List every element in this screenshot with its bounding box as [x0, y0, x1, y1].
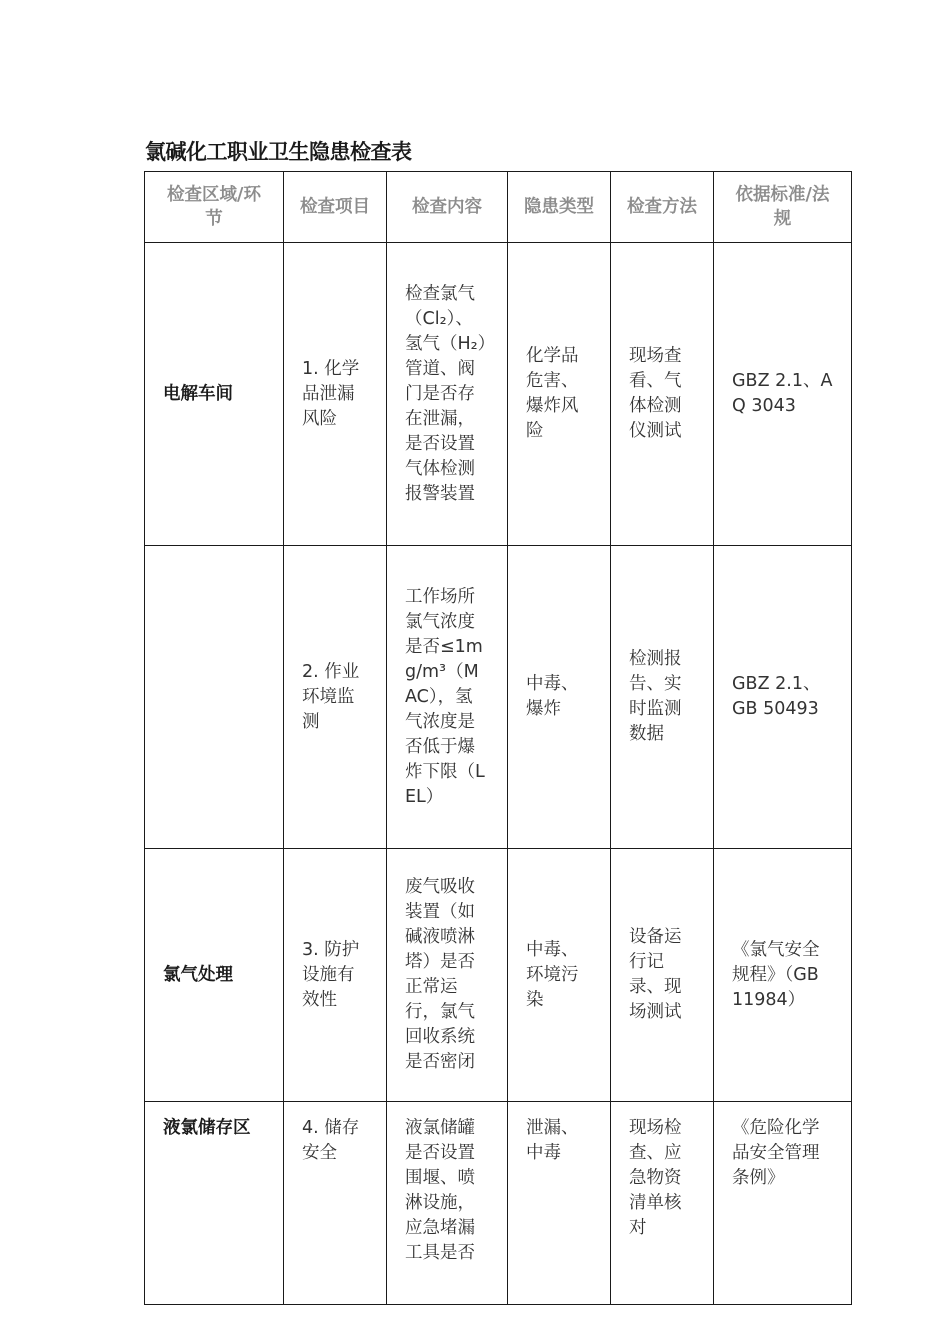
header-item: 检查项目 — [284, 172, 387, 243]
cell-content: 液氯储罐是否设置围堰、喷淋设施，应急堵漏工具是否 — [387, 1102, 508, 1305]
cell-item: 2. 作业环境监测 — [284, 546, 387, 849]
cell-method: 设备运行记录、现场测试 — [611, 849, 714, 1102]
document-title: 氯碱化工职业卫生隐患检查表 — [145, 140, 412, 164]
cell-hazard-type: 化学品危害、爆炸风险 — [508, 243, 611, 546]
cell-standard: GBZ 2.1、GB 50493 — [714, 546, 852, 849]
header-method: 检查方法 — [611, 172, 714, 243]
cell-item: 4. 储存安全 — [284, 1102, 387, 1305]
cell-content: 废气吸收装置（如碱液喷淋塔）是否正常运行，氯气回收系统是否密闭 — [387, 849, 508, 1102]
cell-method: 检测报告、实时监测数据 — [611, 546, 714, 849]
cell-method: 现场检查、应急物资清单核对 — [611, 1102, 714, 1305]
header-content: 检查内容 — [387, 172, 508, 243]
cell-content: 检查氯气（Cl₂）、氢气（H₂）管道、阀门是否存在泄漏，是否设置气体检测报警装置 — [387, 243, 508, 546]
cell-standard: GBZ 2.1、AQ 3043 — [714, 243, 852, 546]
cell-standard: 《氯气安全规程》（GB 11984） — [714, 849, 852, 1102]
table-row — [145, 546, 852, 849]
cell-content: 工作场所氯气浓度是否≤1mg/m³（MAC），氢气浓度是否低于爆炸下限（LEL） — [387, 546, 508, 849]
header-hazard-type: 隐患类型 — [508, 172, 611, 243]
cell-standard: 《危险化学品安全管理条例》 — [714, 1102, 852, 1305]
cell-item: 1. 化学品泄漏风险 — [284, 243, 387, 546]
table-row — [145, 243, 852, 546]
table-row — [145, 1102, 852, 1305]
table-header-row — [145, 172, 852, 243]
cell-area: 氯气处理 — [145, 849, 284, 1102]
header-standard: 依据标准/法规 — [714, 172, 852, 243]
cell-area — [145, 546, 284, 849]
cell-hazard-type: 中毒、爆炸 — [508, 546, 611, 849]
cell-area: 液氯储存区 — [145, 1102, 284, 1305]
cell-hazard-type: 中毒、环境污染 — [508, 849, 611, 1102]
table-row — [145, 849, 852, 1102]
cell-method: 现场查看、气体检测仪测试 — [611, 243, 714, 546]
cell-area: 电解车间 — [145, 243, 284, 546]
inspection-table — [144, 171, 852, 1305]
cell-item: 3. 防护设施有效性 — [284, 849, 387, 1102]
cell-hazard-type: 泄漏、中毒 — [508, 1102, 611, 1305]
header-area: 检查区域/环节 — [145, 172, 284, 243]
